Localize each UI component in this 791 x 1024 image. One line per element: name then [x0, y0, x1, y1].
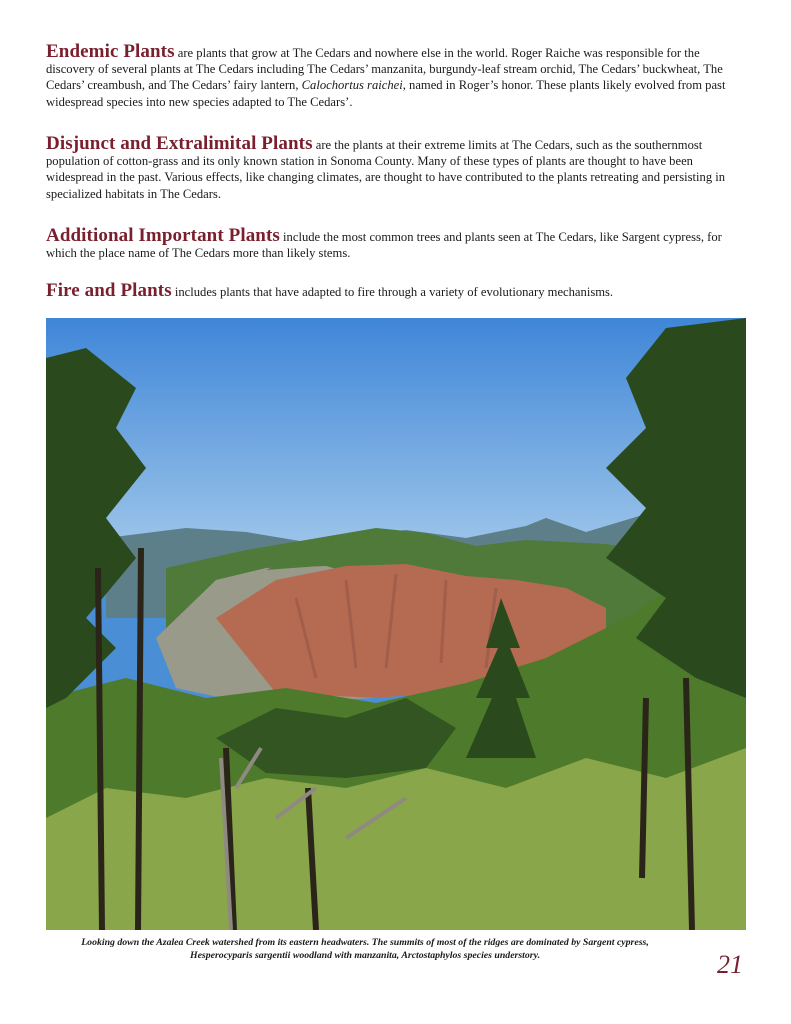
page-number: 21 [717, 950, 743, 979]
landscape-illustration [46, 318, 746, 930]
disjunct-plants-heading: Disjunct and Extralimital Plants [46, 133, 313, 154]
disjunct-plants-text: are the plants at their extreme limits at The Cedars, such as the southernmost population of cotton-grass and its only known station in Sonoma County. Many of these types of plants are thought to have been widespread in the past. Various effects, like changing climates, are thought to have contributed to the plants retreating and persisting in specialized habitats in The Cedars. [46, 138, 726, 201]
endemic-plants-heading: Endemic Plants [46, 41, 175, 62]
endemic-plants-text-b: , named in Roger’s honor. These plants likely evolved from past widespread species into new species adapted to The Cedars’. [46, 78, 726, 109]
photo-caption [40, 936, 690, 962]
additional-plants-heading: Additional Important Plants [46, 225, 280, 246]
caption-line-1: Looking down the Azalea Creek watershed from its eastern headwaters. The summits of most of the ridges are dominated by Sargent cypress, [81, 937, 649, 948]
fire-plants-paragraph [46, 280, 746, 301]
endemic-plants-text-a: are plants that grow at The Cedars and nowhere else in the world. Roger Raiche was responsible for the discovery of several plants at The Cedars including The Cedars’ manzanita, burgundy-leaf stream orchid, The Cedars’ buckwheat, The Cedars’ creambush, and The Cedars’ fairy lantern, [46, 46, 723, 93]
endemic-plants-paragraph [46, 41, 746, 110]
additional-plants-text: include the most common trees and plants seen at The Cedars, like Sargent cypress, for which the place name of The Cedars more than likely stems. [46, 230, 722, 261]
species-name: Calochortus raichei [301, 78, 403, 93]
disjunct-plants-paragraph [46, 133, 746, 202]
caption-line-2: Hesperocyparis sargentii woodland with manzanita, Arctostaphylos species understory. [189, 950, 541, 961]
additional-plants-paragraph [46, 225, 746, 261]
fire-plants-text: includes plants that have adapted to fire through a variety of evolutionary mechanisms. [171, 285, 614, 299]
fire-plants-heading: Fire and Plants [46, 280, 172, 301]
landscape-photo [46, 318, 746, 930]
